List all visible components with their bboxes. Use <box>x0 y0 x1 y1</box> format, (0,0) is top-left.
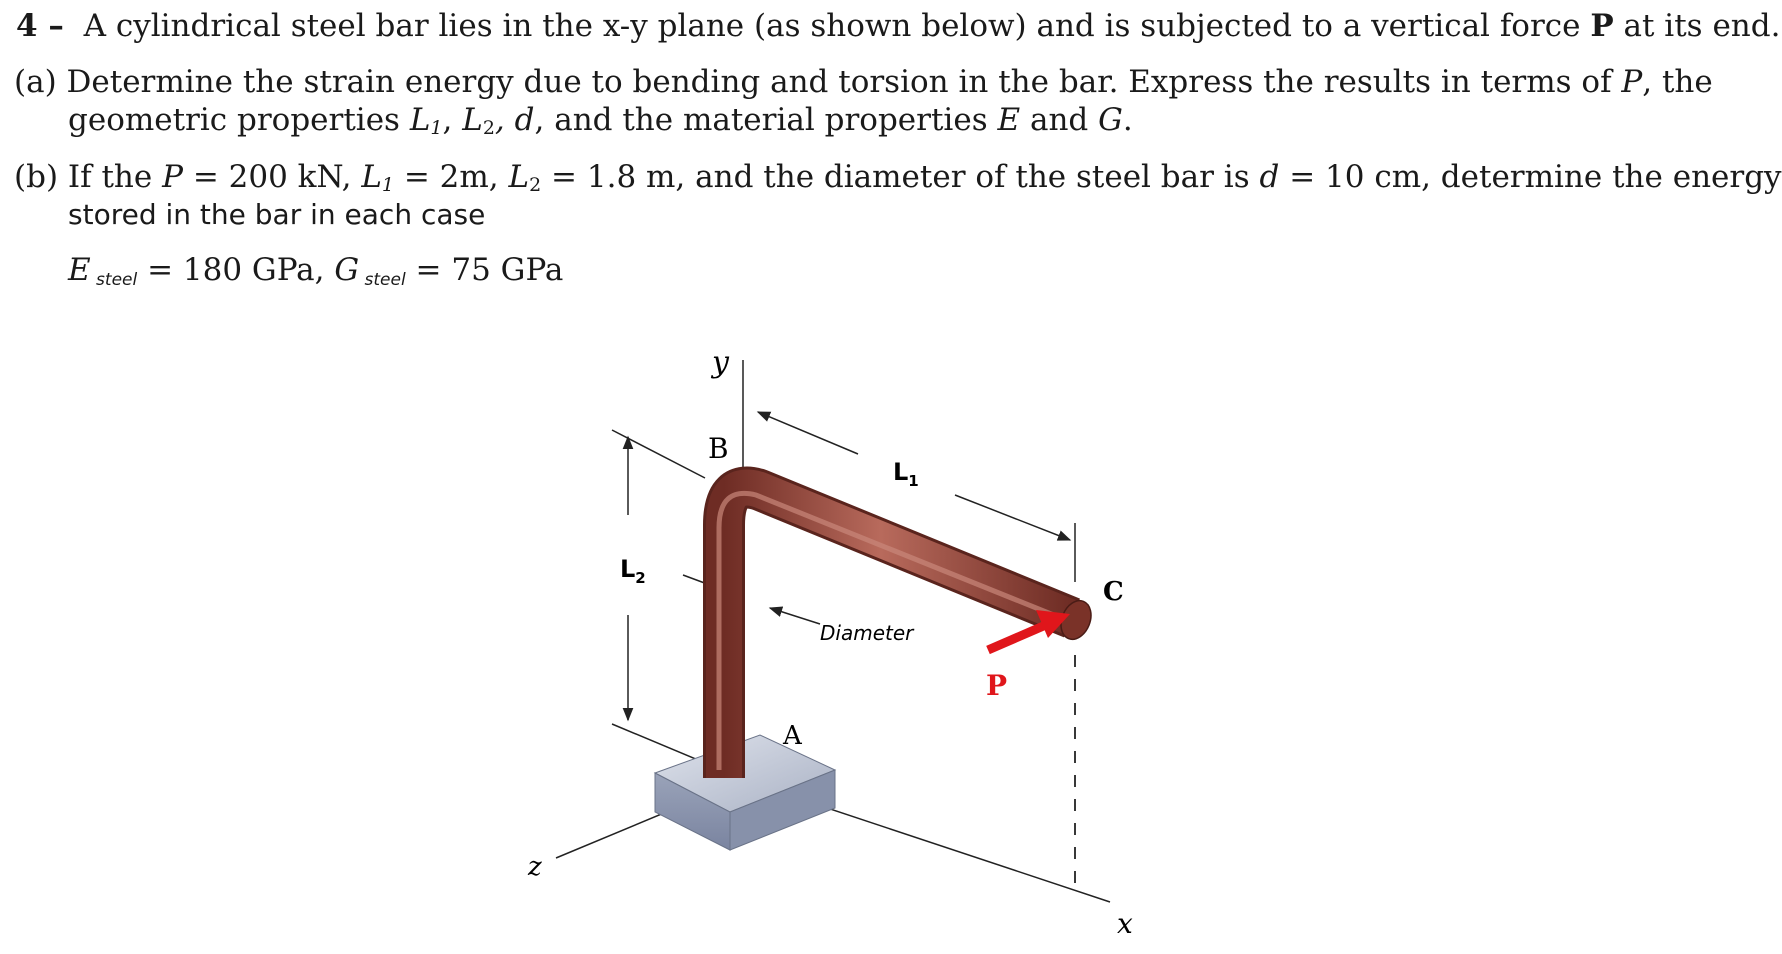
label-A: A <box>783 721 802 751</box>
problem-number: 4 – <box>16 8 64 44</box>
part-a-material: , and the material properties <box>534 102 998 138</box>
force-symbol: P <box>1590 8 1614 44</box>
part-a-P: P <box>1621 64 1643 100</box>
mat-E-val: = 180 GPa, <box>137 252 335 288</box>
part-b-L2: L <box>508 159 530 195</box>
part-b-d: d <box>1259 159 1280 195</box>
l1-dim-line-b <box>955 495 1070 540</box>
part-b-L1: L <box>361 159 382 195</box>
mat-G-val: = 75 GPa <box>405 252 564 288</box>
part-b-eq-d: = 10 cm, determine the energy <box>1279 159 1782 195</box>
part-b-P: P <box>162 159 183 195</box>
label-x: x <box>1117 907 1133 940</box>
part-b-eq-L2: = 1.8 m, and the diameter of the steel bar is <box>541 159 1260 195</box>
part-a-label: (a) <box>14 64 57 100</box>
part-b-L1-sub: 1 <box>381 174 394 196</box>
part-a-L2-sub: 2 <box>482 117 495 139</box>
part-a-period: . <box>1122 102 1133 138</box>
part-a-text-end: , the <box>1642 64 1713 100</box>
label-diameter: Diameter <box>820 621 914 645</box>
part-a-d: d <box>514 102 535 138</box>
part-b-eq-L1: = 2m, <box>394 159 509 195</box>
mat-G: G <box>334 252 360 288</box>
label-B: B <box>708 432 729 465</box>
force-arrow-shaft <box>988 624 1048 650</box>
part-a-text: Determine the strain energy due to bending and torsion in the bar. Express the results in terms of <box>66 64 1622 100</box>
part-b-eq-P: = 200 kN, <box>182 159 362 195</box>
label-L2: $L_2$ <box>620 555 646 587</box>
part-a-L1: L <box>409 102 431 138</box>
label-C: C <box>1103 577 1124 607</box>
part-a-geom: geometric properties <box>68 102 410 138</box>
label-y: y <box>712 345 729 380</box>
part-a-comma1: , <box>442 102 463 138</box>
part-a-E: E <box>997 102 1021 138</box>
problem-intro: A cylindrical steel bar lies in the x-y plane (as shown below) and is subjected to a vertical force <box>83 8 1591 44</box>
part-b-text: If the <box>67 159 163 195</box>
part-b-text2: stored in the bar in each case <box>68 198 486 231</box>
label-L1: $L_1$ <box>893 458 919 490</box>
part-a-L2: L <box>462 102 483 138</box>
diameter-pointer <box>770 608 820 624</box>
part-a-G: G <box>1098 102 1123 138</box>
mat-E: E <box>68 252 91 288</box>
part-b-label: (b) <box>14 159 59 195</box>
part-a-and: and <box>1020 102 1099 138</box>
mat-G-sub: steel <box>359 270 406 290</box>
label-z: z <box>528 852 542 882</box>
mat-E-sub: steel <box>90 270 138 290</box>
part-b-L2-sub: 2 <box>529 174 542 196</box>
label-P: P <box>986 669 1008 702</box>
problem-intro-end: at its end. <box>1613 8 1781 44</box>
part-a-L1-sub: 1 <box>430 117 443 139</box>
part-a-comma2: , <box>494 102 515 138</box>
l2-ext-top <box>612 430 705 478</box>
l1-dim-line-a <box>758 412 858 454</box>
